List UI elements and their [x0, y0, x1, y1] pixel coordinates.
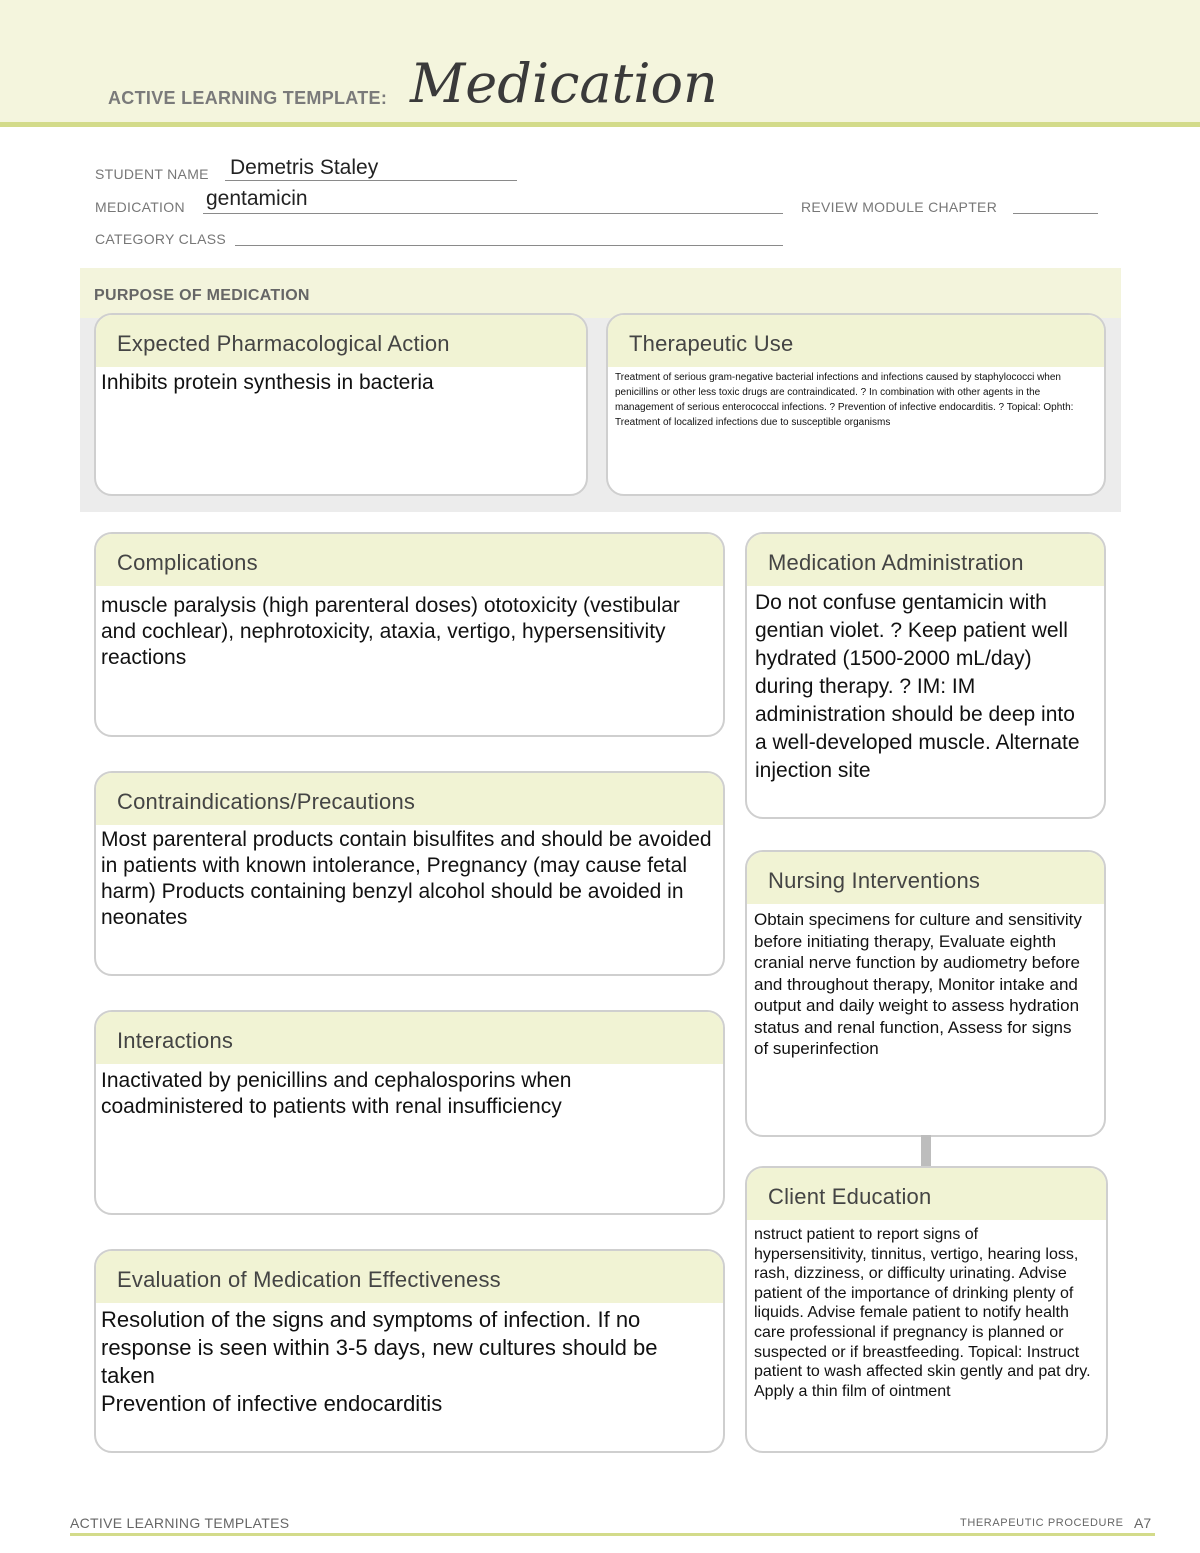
review-module-label: REVIEW MODULE CHAPTER — [801, 199, 998, 215]
page-title: Medication — [410, 52, 718, 115]
box-connector — [921, 1135, 931, 1166]
contraindications-text[interactable]: Most parenteral products contain bisulfites and should be avoided in patients with known intolerance, Pregnancy (may cause fetal harm) Products containing benzyl alcohol should be avoided in neonates — [101, 828, 712, 929]
purpose-label: PURPOSE OF MEDICATION — [94, 287, 310, 304]
expected-action-title: Expected Pharmacological Action — [96, 315, 586, 367]
medication-label: MEDICATION — [95, 199, 185, 215]
education-text[interactable]: nstruct patient to report signs of hypersensitivity, tinnitus, vertigo, hearing loss, rash, dizziness, or difficulty urinating. Advise patient of the importance of drinking plenty of liquids. Advise female patient to notify health care professional if pregnancy is planned or suspected or if breastfeeding. Topical: Instruct patient to wash affected skin gently and pat dry. Apply a thin film of ointment — [754, 1226, 1091, 1400]
complications-title: Complications — [96, 534, 723, 586]
administration-text[interactable]: Do not confuse gentamicin with gentian violet. ? Keep patient well hydrated (1500-2000 mL/day) during therapy. ? IM: IM administration should be deep into a well-developed muscle. Alternate injection site — [755, 591, 1080, 782]
interactions-title: Interactions — [96, 1012, 723, 1064]
evaluation-line-1: Resolution of the signs and symptoms of infection. If no response is seen within 3-5 days, new cultures should be taken — [101, 1307, 658, 1388]
category-class-line — [235, 245, 783, 246]
header-divider — [0, 122, 1200, 127]
nursing-title: Nursing Interventions — [747, 852, 1104, 904]
complications-box — [94, 532, 725, 737]
evaluation-line-2: Prevention of infective endocarditis — [101, 1391, 443, 1416]
expected-action-box — [94, 313, 588, 496]
page-number: A7 — [1134, 1515, 1152, 1531]
education-box — [745, 1166, 1108, 1453]
evaluation-title: Evaluation of Medication Effectiveness — [96, 1251, 723, 1303]
review-module-line — [1013, 213, 1098, 214]
contraindications-title: Contraindications/Precautions — [96, 773, 723, 825]
template-label: ACTIVE LEARNING TEMPLATE: — [108, 88, 388, 108]
student-name-field[interactable]: Demetris Staley — [230, 156, 379, 179]
student-name-line — [225, 180, 517, 181]
administration-title: Medication Administration — [747, 534, 1104, 586]
administration-box — [745, 532, 1106, 819]
footer-divider — [70, 1533, 1155, 1536]
interactions-box — [94, 1010, 725, 1215]
medication-line — [203, 213, 783, 214]
education-title: Client Education — [747, 1168, 1106, 1220]
expected-action-text[interactable]: Inhibits protein synthesis in bacteria — [101, 371, 434, 394]
footer-left: ACTIVE LEARNING TEMPLATES — [70, 1515, 290, 1531]
evaluation-text[interactable] — [96, 1303, 723, 1418]
nursing-box — [745, 850, 1106, 1137]
contraindications-box — [94, 771, 725, 976]
medication-field[interactable]: gentamicin — [206, 187, 308, 210]
complications-text[interactable]: muscle paralysis (high parenteral doses) ototoxicity (vestibular and cochlear), nephrotoxicity, ataxia, vertigo, hypersensitivity reactions — [101, 594, 680, 669]
category-class-label: CATEGORY CLASS — [95, 231, 227, 247]
therapeutic-use-text[interactable]: Treatment of serious gram-negative bacterial infections and infections caused by staphylococci when penicillins or other less toxic drugs are contraindicated. ? In combination with other agents in the management of serious enterococcal infections. ? Prevention of infective endocarditis. ? Topical: Ophth: Treatment of localized infections due to susceptible organisms — [615, 372, 1074, 428]
nursing-text[interactable]: Obtain specimens for culture and sensitivity before initiating therapy, Evaluate eighth cranial nerve function by audiometry before and throughout therapy, Monitor intake and output and daily weight to assess hydration status and renal function, Assess for signs of superinfection — [754, 910, 1082, 1058]
evaluation-box — [94, 1249, 725, 1453]
student-name-label: STUDENT NAME — [95, 166, 209, 182]
therapeutic-use-box — [606, 313, 1106, 496]
therapeutic-use-title: Therapeutic Use — [608, 315, 1104, 367]
footer-right: THERAPEUTIC PROCEDURE — [960, 1517, 1124, 1529]
interactions-text[interactable]: Inactivated by penicillins and cephalosporins when coadministered to patients with renal insufficiency — [101, 1069, 572, 1118]
